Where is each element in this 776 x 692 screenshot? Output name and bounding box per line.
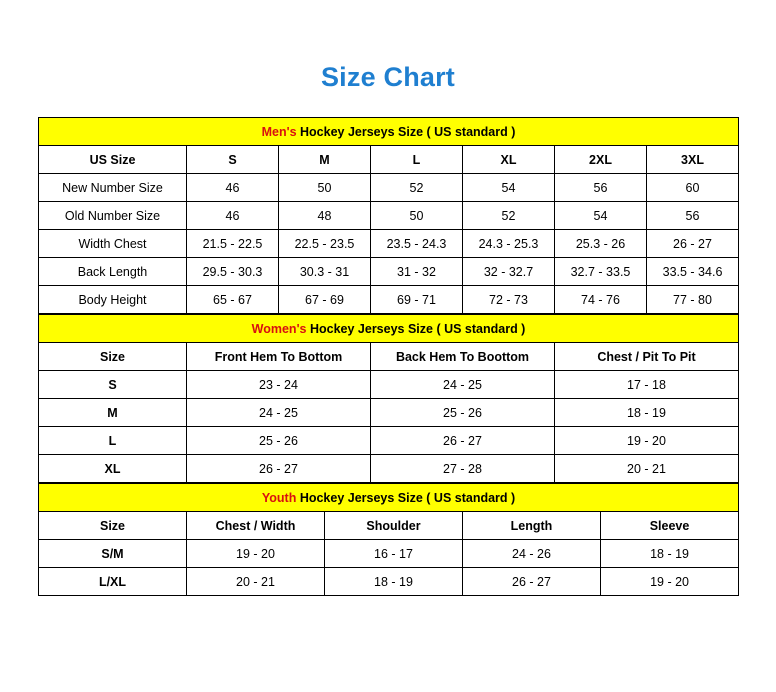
womens-header-cell-3: Chest / Pit To Pit (555, 343, 739, 371)
youth-row-0-cell-1: 16 - 17 (325, 540, 463, 568)
mens-header-cell-5: 2XL (555, 146, 647, 174)
mens-row-1-cell-0: 46 (187, 202, 279, 230)
womens-row-0-label: S (39, 371, 187, 399)
youth-row-1-cell-3: 19 - 20 (601, 568, 739, 596)
womens-banner-row (39, 315, 739, 343)
mens-header-row (39, 146, 739, 174)
youth-header-cell-4: Sleeve (601, 512, 739, 540)
womens-row-1-cell-1: 25 - 26 (371, 399, 555, 427)
youth-row-0-cell-0: 19 - 20 (187, 540, 325, 568)
mens-row-0-cell-3: 54 (463, 174, 555, 202)
mens-banner-cell (39, 118, 739, 146)
mens-row-4-cell-1: 67 - 69 (279, 286, 371, 314)
womens-row-3-label: XL (39, 455, 187, 483)
mens-size-table (38, 117, 739, 314)
mens-row-3-cell-4: 32.7 - 33.5 (555, 258, 647, 286)
table-row (39, 202, 739, 230)
table-row (39, 540, 739, 568)
table-row (39, 371, 739, 399)
mens-row-2-cell-5: 26 - 27 (647, 230, 739, 258)
womens-row-0-cell-1: 24 - 25 (371, 371, 555, 399)
youth-banner-accent: Youth (261, 490, 297, 505)
mens-row-1-cell-4: 54 (555, 202, 647, 230)
youth-header-cell-3: Length (463, 512, 601, 540)
mens-row-2-cell-3: 24.3 - 25.3 (463, 230, 555, 258)
youth-banner-cell (39, 484, 739, 512)
youth-row-1-cell-0: 20 - 21 (187, 568, 325, 596)
mens-row-1-cell-2: 50 (371, 202, 463, 230)
mens-banner-accent: Men's (261, 124, 297, 139)
youth-row-1-cell-2: 26 - 27 (463, 568, 601, 596)
mens-row-4-cell-0: 65 - 67 (187, 286, 279, 314)
mens-header-cell-2: M (279, 146, 371, 174)
youth-row-0-cell-3: 18 - 19 (601, 540, 739, 568)
womens-header-cell-2: Back Hem To Boottom (371, 343, 555, 371)
womens-row-3-cell-2: 20 - 21 (555, 455, 739, 483)
mens-row-3-cell-0: 29.5 - 30.3 (187, 258, 279, 286)
mens-row-0-cell-1: 50 (279, 174, 371, 202)
womens-row-3-cell-0: 26 - 27 (187, 455, 371, 483)
youth-row-1-cell-1: 18 - 19 (325, 568, 463, 596)
mens-row-4-cell-4: 74 - 76 (555, 286, 647, 314)
womens-header-cell-1: Front Hem To Bottom (187, 343, 371, 371)
youth-row-1-label: L/XL (39, 568, 187, 596)
youth-banner-rest: Hockey Jerseys Size ( US standard ) (296, 490, 516, 505)
mens-row-1-cell-3: 52 (463, 202, 555, 230)
mens-header-cell-4: XL (463, 146, 555, 174)
womens-row-2-cell-2: 19 - 20 (555, 427, 739, 455)
youth-row-0-label: S/M (39, 540, 187, 568)
mens-row-2-label: Width Chest (39, 230, 187, 258)
youth-header-cell-2: Shoulder (325, 512, 463, 540)
mens-row-2-cell-2: 23.5 - 24.3 (371, 230, 463, 258)
table-row (39, 286, 739, 314)
mens-banner-row (39, 118, 739, 146)
womens-row-2-cell-1: 26 - 27 (371, 427, 555, 455)
table-row (39, 258, 739, 286)
mens-header-cell-3: L (371, 146, 463, 174)
mens-header-cell-6: 3XL (647, 146, 739, 174)
womens-row-2-cell-0: 25 - 26 (187, 427, 371, 455)
youth-size-table (38, 483, 739, 596)
womens-banner-accent: Women's (251, 321, 307, 336)
womens-row-1-cell-0: 24 - 25 (187, 399, 371, 427)
youth-header-row (39, 512, 739, 540)
mens-row-3-cell-5: 33.5 - 34.6 (647, 258, 739, 286)
womens-header-cell-0: Size (39, 343, 187, 371)
womens-row-0-cell-2: 17 - 18 (555, 371, 739, 399)
mens-row-2-cell-4: 25.3 - 26 (555, 230, 647, 258)
womens-row-1-cell-2: 18 - 19 (555, 399, 739, 427)
youth-row-0-cell-2: 24 - 26 (463, 540, 601, 568)
womens-banner-rest: Hockey Jerseys Size ( US standard ) (306, 321, 526, 336)
mens-row-2-cell-0: 21.5 - 22.5 (187, 230, 279, 258)
womens-header-row (39, 343, 739, 371)
mens-row-0-label: New Number Size (39, 174, 187, 202)
table-row (39, 174, 739, 202)
youth-banner-row (39, 484, 739, 512)
mens-row-2-cell-1: 22.5 - 23.5 (279, 230, 371, 258)
mens-row-3-cell-1: 30.3 - 31 (279, 258, 371, 286)
table-row (39, 455, 739, 483)
womens-row-2-label: L (39, 427, 187, 455)
womens-banner-cell (39, 315, 739, 343)
table-row (39, 399, 739, 427)
size-chart-container (38, 117, 738, 596)
table-row (39, 427, 739, 455)
mens-row-3-label: Back Length (39, 258, 187, 286)
mens-row-0-cell-0: 46 (187, 174, 279, 202)
womens-size-table (38, 314, 739, 483)
mens-row-1-cell-5: 56 (647, 202, 739, 230)
page-title: Size Chart (320, 62, 456, 92)
mens-row-1-cell-1: 48 (279, 202, 371, 230)
mens-row-0-cell-4: 56 (555, 174, 647, 202)
mens-row-1-label: Old Number Size (39, 202, 187, 230)
womens-row-0-cell-0: 23 - 24 (187, 371, 371, 399)
mens-header-cell-1: S (187, 146, 279, 174)
table-row (39, 568, 739, 596)
mens-row-4-label: Body Height (39, 286, 187, 314)
mens-row-3-cell-3: 32 - 32.7 (463, 258, 555, 286)
mens-banner-rest: Hockey Jerseys Size ( US standard ) (296, 124, 516, 139)
table-row (39, 230, 739, 258)
mens-row-3-cell-2: 31 - 32 (371, 258, 463, 286)
womens-row-3-cell-1: 27 - 28 (371, 455, 555, 483)
mens-row-4-cell-2: 69 - 71 (371, 286, 463, 314)
mens-row-0-cell-2: 52 (371, 174, 463, 202)
youth-header-cell-0: Size (39, 512, 187, 540)
mens-row-4-cell-3: 72 - 73 (463, 286, 555, 314)
mens-row-0-cell-5: 60 (647, 174, 739, 202)
youth-header-cell-1: Chest / Width (187, 512, 325, 540)
womens-row-1-label: M (39, 399, 187, 427)
mens-row-4-cell-5: 77 - 80 (647, 286, 739, 314)
mens-header-cell-0: US Size (39, 146, 187, 174)
